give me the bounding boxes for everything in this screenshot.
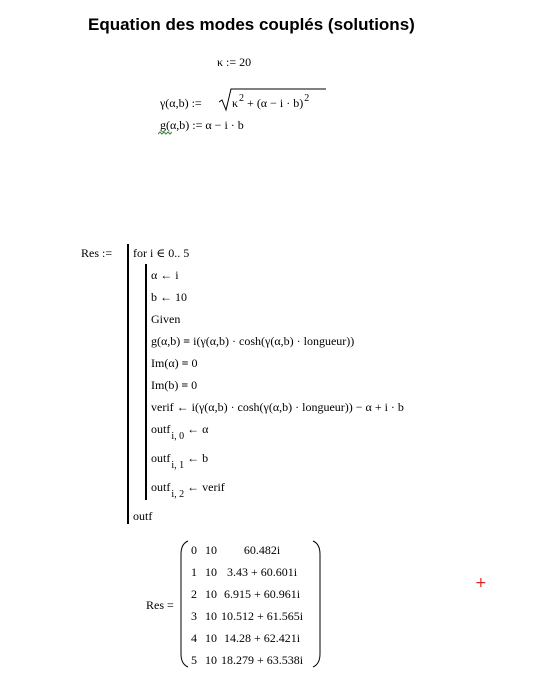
matrix-cell: 1 xyxy=(191,565,197,579)
g-lhs: g(α,b) xyxy=(160,118,190,132)
define-operator: := xyxy=(191,96,202,110)
eq-rhs: 0 xyxy=(191,356,198,370)
crosshair-cursor-icon: + xyxy=(475,575,487,591)
eq-lhs: Im(b) xyxy=(151,378,179,392)
program-line-alpha: α ← i xyxy=(151,268,179,282)
outf-assign-1 xyxy=(151,451,209,471)
res-lhs: Res xyxy=(146,598,164,612)
matrix-cell: 60.482i xyxy=(243,543,281,557)
matrix-cell: 10 xyxy=(205,631,217,645)
subscript: i, 0 xyxy=(171,431,185,442)
matrix-cell: 10.512 + 61.565i xyxy=(220,609,304,623)
program-definition[interactable] xyxy=(81,246,112,260)
outf-var: outf xyxy=(151,451,171,465)
matrix-cell: 2 xyxy=(191,587,197,601)
matrix-cell: 10 xyxy=(205,543,217,557)
boolean-equals: = xyxy=(183,334,191,348)
program-line-verif: verif ← i(γ(α,b) · cosh(γ(α,b) · longueur)) − α + i · b xyxy=(151,400,404,414)
eq-rhs: i(γ(α,b) · cosh(γ(α,b) · longueur)) xyxy=(193,334,355,348)
subscript: i, 2 xyxy=(171,489,185,500)
outf-var: outf xyxy=(151,480,171,494)
eq-lhs: g(α,b) xyxy=(151,334,181,348)
kappa-value: 20 xyxy=(239,55,252,69)
gamma-definition[interactable] xyxy=(160,96,202,110)
matrix-cell: 5 xyxy=(191,653,197,667)
outf-assign-2 xyxy=(151,480,225,500)
kappa-symbol: κ xyxy=(232,96,239,110)
boolean-equals: = xyxy=(181,378,189,392)
matrix-cell: 4 xyxy=(191,631,197,645)
matrix-cell: 3 xyxy=(191,609,197,623)
boolean-equals: = xyxy=(181,356,189,370)
outf-assign-0 xyxy=(151,422,209,442)
matrix-cell: 14.28 + 62.421i xyxy=(223,631,301,645)
g-rhs: α − i · b xyxy=(205,118,244,132)
radicand-term: + (α − i · b) xyxy=(247,96,304,110)
matrix-right-paren-icon xyxy=(311,540,321,668)
eq-rhs: 0 xyxy=(191,378,198,392)
eq-lhs: Im(α) xyxy=(151,356,179,370)
program-line-b: b ← 10 xyxy=(151,290,187,304)
gamma-lhs: γ(α,b) xyxy=(160,96,189,110)
matrix-left-paren-icon xyxy=(180,540,190,668)
outf-var: outf xyxy=(151,422,171,436)
outf-rhs: ← b xyxy=(187,451,209,465)
matrix-cell: 10 xyxy=(205,653,217,667)
result-evaluation[interactable] xyxy=(146,598,174,612)
matrix-cell: 10 xyxy=(205,609,217,623)
define-operator: := xyxy=(192,118,203,132)
matrix-cell: 0 xyxy=(191,543,197,557)
program-outer-bar xyxy=(127,244,129,524)
evaluate-operator: = xyxy=(167,598,174,612)
define-operator: := xyxy=(226,55,237,69)
program-return: outf xyxy=(133,509,153,523)
matrix-cell: 6.915 + 60.961i xyxy=(223,587,301,601)
res-lhs: Res xyxy=(81,246,99,260)
program-line-given: Given xyxy=(151,312,181,326)
error-underline-icon xyxy=(158,131,172,135)
kappa-definition[interactable] xyxy=(217,55,251,69)
matrix-cell: 18.279 + 63.538i xyxy=(220,653,304,667)
subscript: i, 1 xyxy=(171,460,185,471)
exponent: 2 xyxy=(239,93,245,104)
constraint-equation-3 xyxy=(151,378,197,392)
kappa-symbol: κ xyxy=(217,55,224,69)
define-operator: := xyxy=(102,246,113,260)
program-inner-bar xyxy=(145,264,147,500)
matrix-cell: 3.43 + 60.601i xyxy=(226,565,298,579)
matrix-cell: 10 xyxy=(205,587,217,601)
constraint-equation-2 xyxy=(151,356,197,370)
g-definition[interactable] xyxy=(160,118,244,132)
outf-rhs: ← verif xyxy=(187,480,225,494)
worksheet-title: Equation des modes couplés (solutions) xyxy=(88,15,415,34)
matrix-cell: 10 xyxy=(205,565,217,579)
gamma-radicand xyxy=(232,93,310,112)
for-loop-header: for i ∈ 0.. 5 xyxy=(133,246,190,260)
constraint-equation-1 xyxy=(151,334,354,348)
exponent: 2 xyxy=(304,93,310,104)
outf-rhs: ← α xyxy=(187,422,209,436)
